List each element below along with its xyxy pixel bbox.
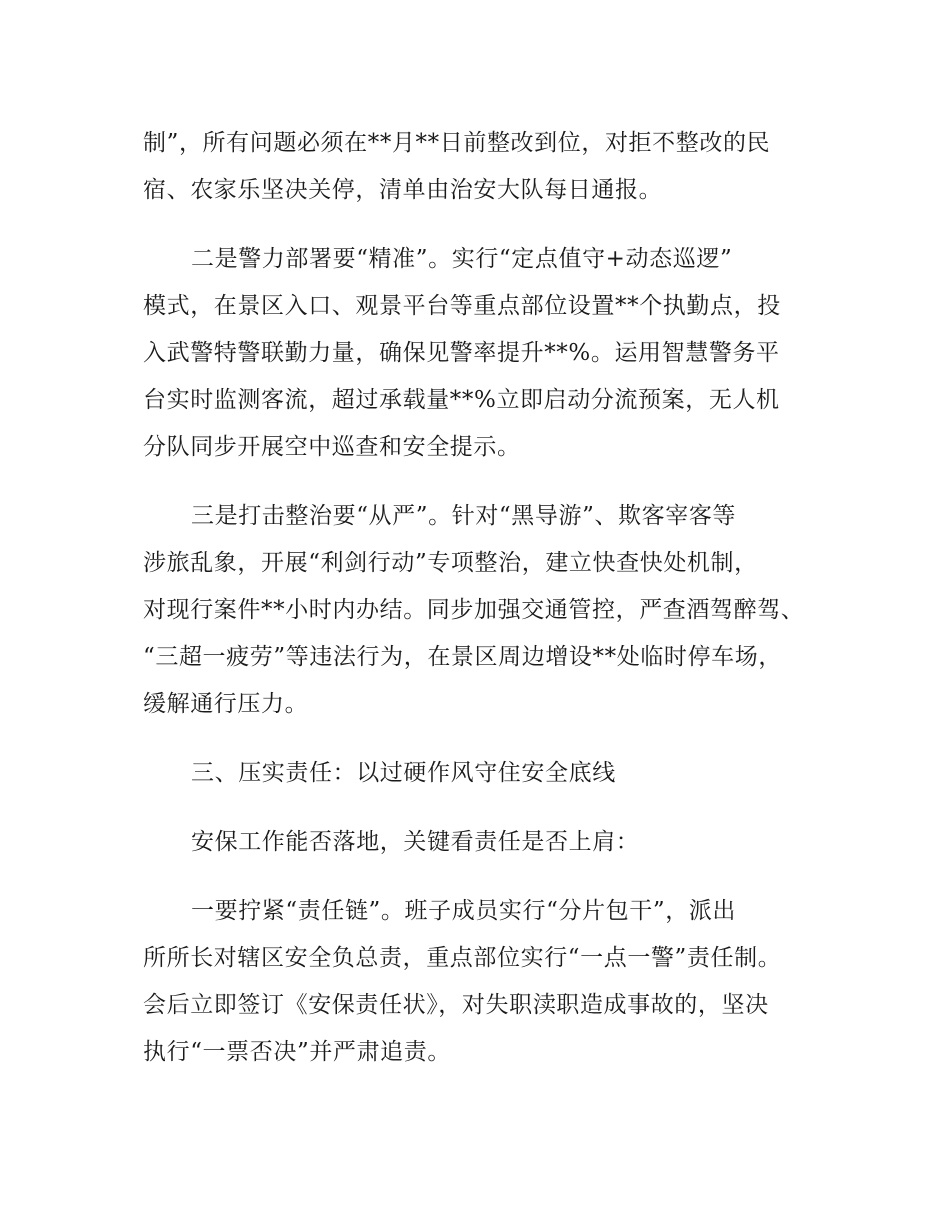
paragraph-continuation	[143, 120, 833, 214]
document-page	[143, 120, 833, 1076]
section-heading	[143, 750, 833, 797]
text-line: 二是警力部署要“精准”。实行“定点值守+动态巡逻”	[191, 246, 733, 272]
text-line: 制”，所有问题必须在**月**日前整改到位，对拒不整改的民	[143, 130, 771, 156]
paragraph-crackdown	[143, 493, 833, 728]
text-line: 三是打击整治要“从严”。针对“黑导游”、欺客宰客等	[191, 503, 737, 529]
paragraph-police-deployment	[143, 236, 833, 471]
paragraph-gap	[143, 728, 833, 750]
text-line: 一要拧紧“责任链”。班子成员实行“分片包干”，派出	[191, 898, 737, 924]
text-line: 安保工作能否落地，关键看责任是否上肩：	[191, 829, 640, 855]
paragraph-gap	[143, 214, 833, 236]
text-line: 分队同步开展空中巡查和安全提示。	[143, 434, 521, 460]
text-line: 台实时监测客流，超过承载量**%立即启动分流预案，无人机	[143, 387, 780, 413]
text-line: 会后立即签订《安保责任状》，对失职渎职造成事故的，坚决	[143, 992, 769, 1018]
paragraph-intro	[143, 819, 833, 866]
text-line: 宿、农家乐坚决关停，清单由治安大队每日通报。	[143, 177, 663, 203]
text-line: 执行“一票否决”并严肃追责。	[143, 1039, 451, 1065]
paragraph-gap	[143, 866, 833, 888]
section-title: 三、压实责任：以过硬作风守住安全底线	[191, 760, 616, 786]
text-line: “三超一疲劳”等违法行为，在景区周边增设**处临时停车场，	[143, 644, 782, 670]
text-line: 涉旅乱象，开展“利剑行动”专项整治，建立快查快处机制，	[143, 550, 758, 576]
text-line: 缓解通行压力。	[143, 691, 309, 717]
paragraph-responsibility-chain	[143, 888, 833, 1076]
text-line: 所所长对辖区安全负总责，重点部位实行“一点一警”责任制。	[143, 945, 782, 971]
paragraph-gap	[143, 797, 833, 819]
text-line: 入武警特警联勤力量，确保见警率提升**%。运用智慧警务平	[143, 340, 780, 366]
paragraph-gap	[143, 471, 833, 493]
text-line: 对现行案件**小时内办结。同步加强交通管控，严查酒驾醉驾、	[143, 597, 805, 623]
text-line: 模式，在景区入口、观景平台等重点部位设置**个执勤点，投	[143, 293, 781, 319]
